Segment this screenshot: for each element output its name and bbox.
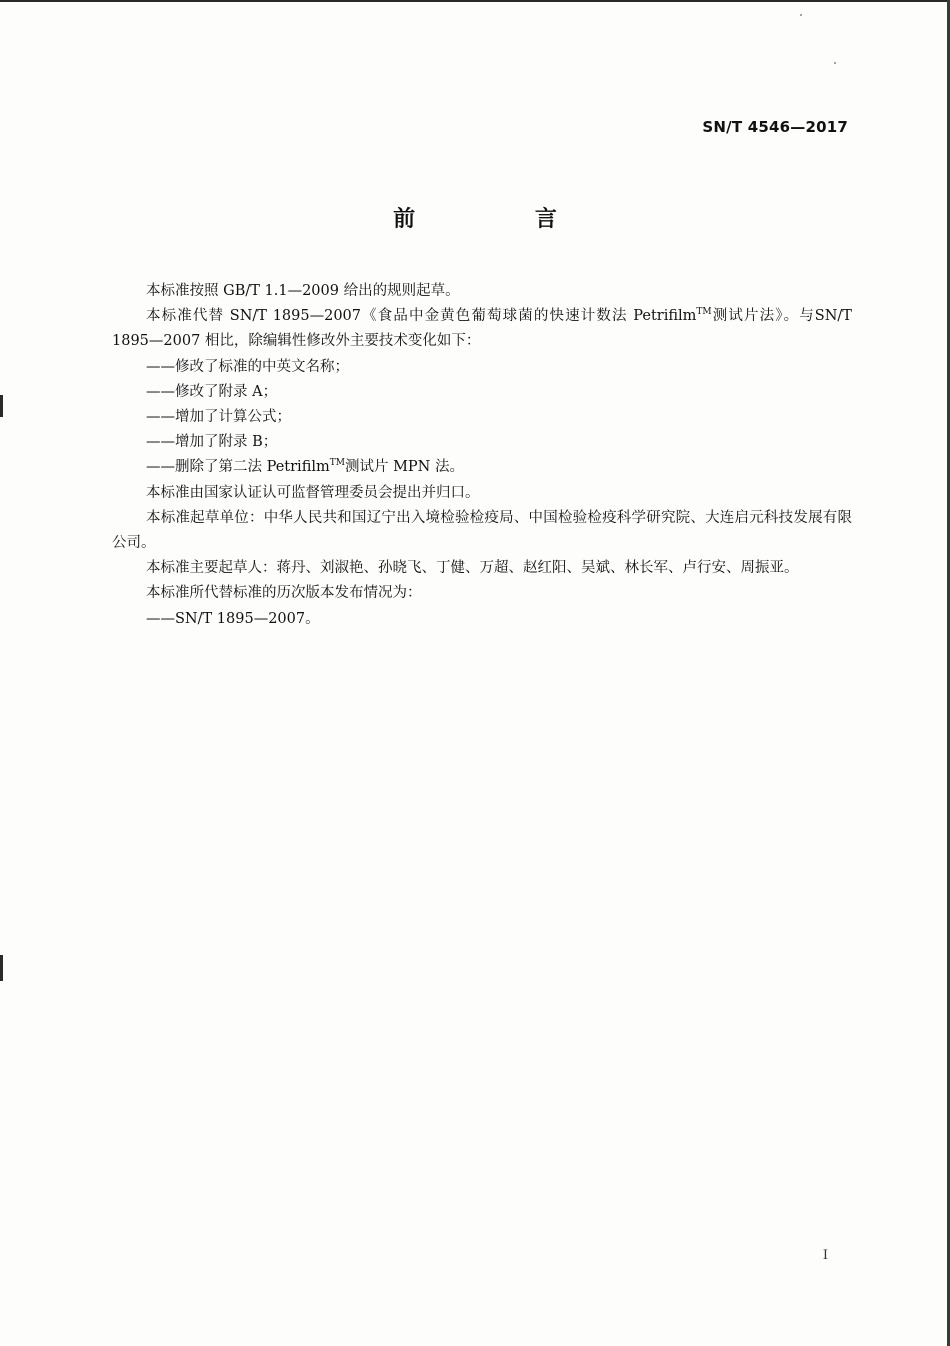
paragraph-version-history: 本标准所代替标准的历次版本发布情况为： bbox=[146, 585, 422, 602]
foreword-body bbox=[112, 279, 852, 632]
scan-edge-mark bbox=[0, 395, 3, 417]
change-item: ——增加了附录 B； bbox=[146, 434, 278, 451]
change-item-text-end: 测试片 MPN 法。 bbox=[344, 459, 464, 476]
change-item-text-start: ——删除了第二法 Petrifilm bbox=[146, 459, 330, 476]
paragraph-proposer: 本标准由国家认证认可监督管理委员会提出并归口。 bbox=[146, 484, 480, 501]
replacement-text-start: 本标准代替 SN/T 1895—2007《食品中金黄色葡萄球菌的快速计数法 Petrifilm bbox=[146, 308, 697, 325]
paragraph-drafting-rule: 本标准按照 GB/T 1.1—2009 给出的规则起草。 bbox=[146, 283, 460, 299]
scan-edge-mark bbox=[0, 955, 3, 981]
scan-edge-top bbox=[0, 0, 950, 2]
page-title: 前 言 bbox=[393, 207, 613, 232]
trademark-mark: TM bbox=[696, 307, 712, 318]
page-number: I bbox=[822, 1248, 828, 1263]
change-item: ——修改了附录 A； bbox=[146, 383, 278, 400]
version-history-item: ——SN/T 1895—2007。 bbox=[146, 610, 320, 627]
paragraph-replacement bbox=[112, 304, 852, 354]
change-item: ——增加了计算公式； bbox=[146, 409, 291, 426]
scan-speck bbox=[834, 62, 836, 64]
standard-code: SN/T 4546—2017 bbox=[702, 118, 848, 136]
trademark-mark: TM bbox=[329, 458, 345, 469]
scan-speck bbox=[800, 14, 802, 16]
paragraph-drafting-units: 本标准起草单位：中华人民共和国辽宁出入境检验检疫局、中国检验检疫科学研究院、大连启元科技发展有限公司。 bbox=[112, 509, 852, 552]
change-item bbox=[112, 455, 852, 480]
change-item: ——修改了标准的中英文名称； bbox=[146, 358, 349, 375]
replacement-text-end: 测试片法》。与SN/T 1895—2007 相比，除编辑性修改外主要技术变化如下： bbox=[112, 308, 852, 350]
paragraph-drafters: 本标准主要起草人：蒋丹、刘淑艳、孙晓飞、丁健、万超、赵红阳、吴斌、林长军、卢行安、周振亚。 bbox=[146, 560, 799, 577]
